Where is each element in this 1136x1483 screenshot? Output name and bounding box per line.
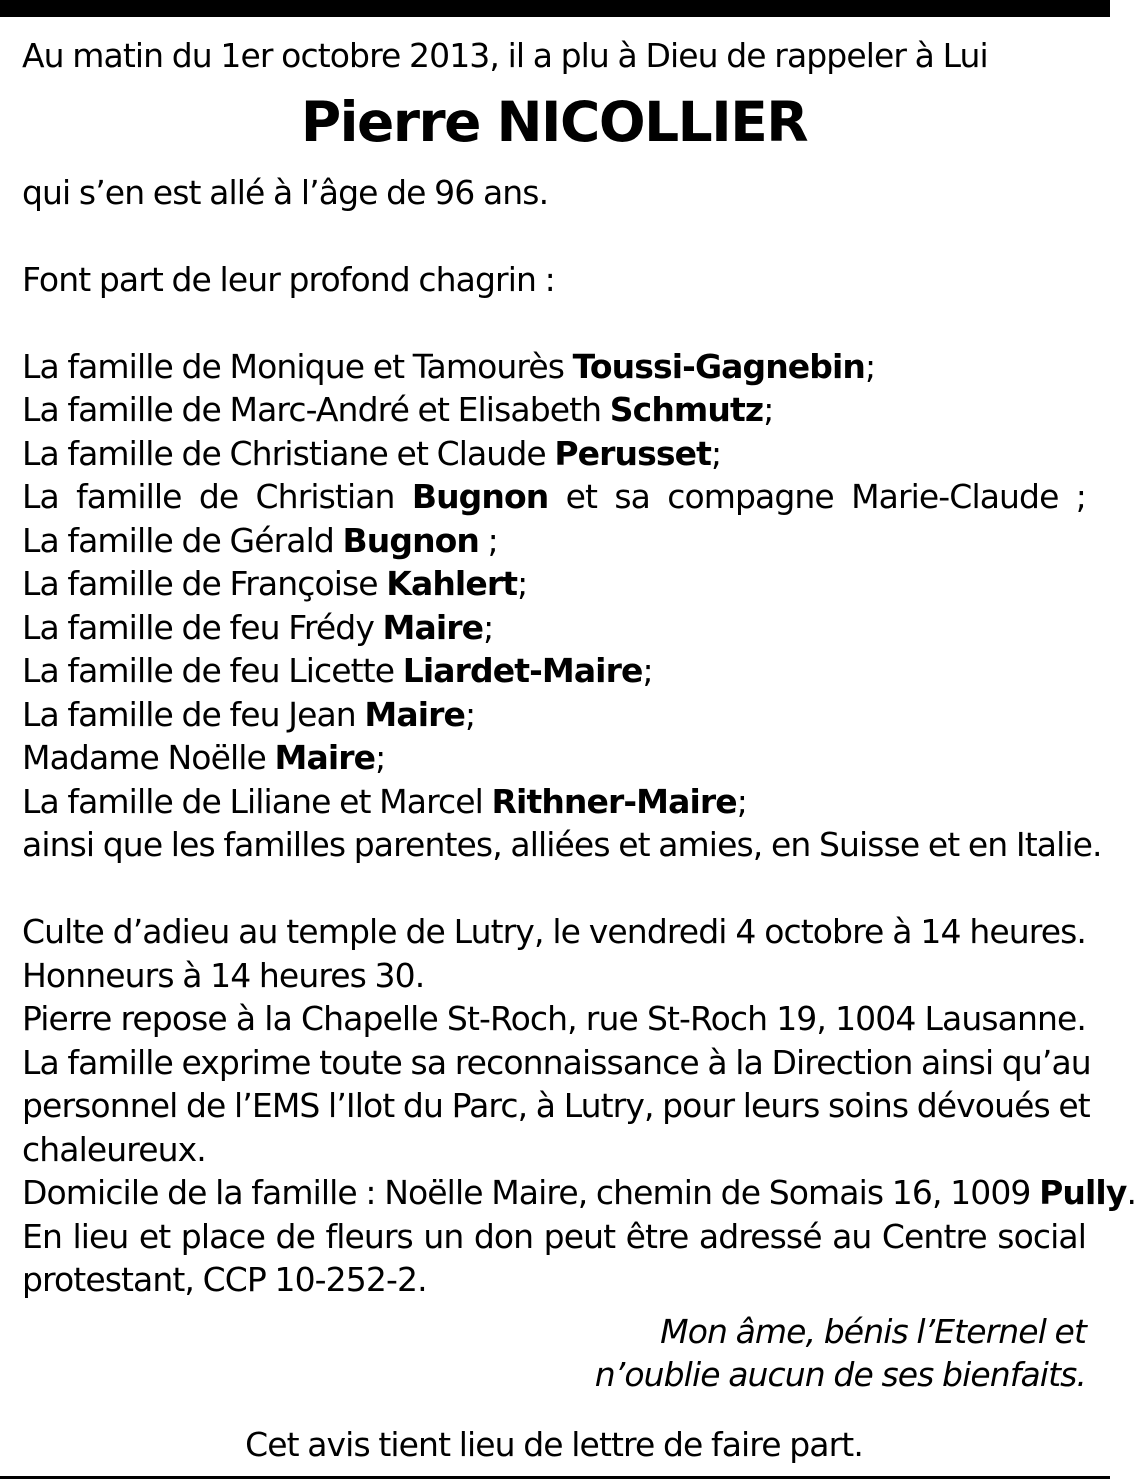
honours-line: Honneurs à 14 heures 30. xyxy=(22,955,425,995)
mourner-prefix: La famille de Liliane et Marcel xyxy=(22,781,492,821)
thanks-line: La famille exprime toute sa reconnaissance à la Direction ainsi qu’au xyxy=(22,1042,1091,1082)
mourner-prefix: La famille de Françoise xyxy=(22,564,387,603)
mourner-surname: Bugnon xyxy=(342,520,480,560)
deceased-name: Pierre NICOLLIER xyxy=(300,89,808,154)
bottom-border-rule xyxy=(0,1476,1110,1479)
donation-line: En lieu et place de fleurs un don peut être adressé au Centre social xyxy=(22,1216,1086,1256)
mourner-surname: Maire xyxy=(364,694,465,734)
scripture-verse xyxy=(22,1310,1086,1397)
mourner-line xyxy=(22,606,1086,650)
mourner-suffix: ; xyxy=(465,694,476,734)
domicile-town: Pully xyxy=(1039,1173,1127,1212)
domicile-suffix: . xyxy=(1126,1173,1136,1212)
age-line: qui s’en est allé à l’âge de 96 ans. xyxy=(22,172,549,212)
mourner-suffix: ; xyxy=(865,346,876,386)
mourner-suffix: ; xyxy=(763,390,774,429)
mourner-line-justified xyxy=(22,475,1086,519)
announcement-line: Font part de leur profond chagrin : xyxy=(22,259,555,299)
rest-line: Pierre repose à la Chapelle St-Roch, rue St-Roch 19, 1004 Lausanne. xyxy=(22,999,1086,1038)
obituary-notice xyxy=(22,34,1136,1466)
verse-line: Mon âme, bénis l’Eternel et xyxy=(660,1311,1086,1351)
mourner-line xyxy=(22,562,1086,606)
mourner-suffix: ; xyxy=(736,781,747,821)
mourner-prefix: La famille de feu Jean xyxy=(22,694,365,734)
mourner-surname: Rithner-Maire xyxy=(491,781,737,821)
mourner-line xyxy=(22,649,1086,693)
mourner-prefix: La famille de Gérald xyxy=(22,520,343,560)
domicile-line xyxy=(22,1171,1136,1215)
mourner-suffix: ; xyxy=(375,738,386,777)
mourner-prefix: La famille de Christian xyxy=(22,477,412,516)
relatives-line: ainsi que les familles parentes, alliées et amies, en Suisse et en Italie. xyxy=(22,825,1102,864)
mourner-suffix: et sa compagne Marie-Claude ; xyxy=(548,477,1086,516)
spacer xyxy=(22,301,1086,345)
thanks-line: personnel de l’EMS l’Ilot du Parc, à Lutry, pour leurs soins dévoués et xyxy=(22,1086,1090,1125)
mourner-surname: Liardet-Maire xyxy=(402,651,643,690)
mourner-prefix: La famille de feu Frédy xyxy=(22,607,383,647)
mourner-suffix: ; xyxy=(710,433,722,473)
mourner-line xyxy=(22,388,1086,432)
mourner-suffix: ; xyxy=(642,651,653,690)
mourner-prefix: La famille de Christiane et Claude xyxy=(22,433,555,473)
mourner-surname: Perusset xyxy=(554,433,711,473)
mourner-prefix: La famille de Monique et Tamourès xyxy=(22,346,573,386)
mourner-line xyxy=(22,693,1086,737)
top-border-rule xyxy=(0,0,1110,17)
mourners-list xyxy=(22,345,1102,867)
domicile-address: Domicile de la famille : Noëlle Maire, chemin de Somais 16, 1009 xyxy=(22,1173,1040,1212)
mourner-line xyxy=(22,736,1086,780)
mourner-surname: Maire xyxy=(274,738,376,777)
mourner-surname: Toussi-Gagnebin xyxy=(572,346,866,386)
mourner-surname: Schmutz xyxy=(609,390,764,429)
mourner-line xyxy=(22,519,1086,563)
mourner-line xyxy=(22,780,1086,824)
closing-line: Cet avis tient lieu de lettre de faire part. xyxy=(245,1424,863,1464)
spacer xyxy=(22,867,1086,911)
mourner-prefix: La famille de Marc-André et Elisabeth xyxy=(22,390,610,429)
mourner-line xyxy=(22,432,1086,476)
mourner-surname: Bugnon xyxy=(411,477,549,516)
mourner-suffix: ; xyxy=(517,564,528,603)
service-line: Culte d’adieu au temple de Lutry, le vendredi 4 octobre à 14 heures. xyxy=(22,912,1086,951)
mourner-suffix: ; xyxy=(483,607,494,647)
verse-line: n’oublie aucun de ses bienfaits. xyxy=(594,1355,1086,1394)
mourner-line xyxy=(22,345,1086,389)
spacer xyxy=(22,214,1086,258)
mourner-surname: Maire xyxy=(382,607,484,647)
intro-line: Au matin du 1er octobre 2013, il a plu à Dieu de rappeler à Lui xyxy=(22,36,988,75)
mourner-surname: Kahlert xyxy=(386,564,518,603)
donation-line: protestant, CCP 10-252-2. xyxy=(22,1260,427,1299)
mourner-suffix: ; xyxy=(479,520,498,560)
thanks-line: chaleureux. xyxy=(22,1129,206,1169)
mourner-prefix: La famille de feu Licette xyxy=(22,651,403,690)
mourner-prefix: Madame Noëlle xyxy=(22,738,275,777)
service-details xyxy=(22,910,1136,1302)
